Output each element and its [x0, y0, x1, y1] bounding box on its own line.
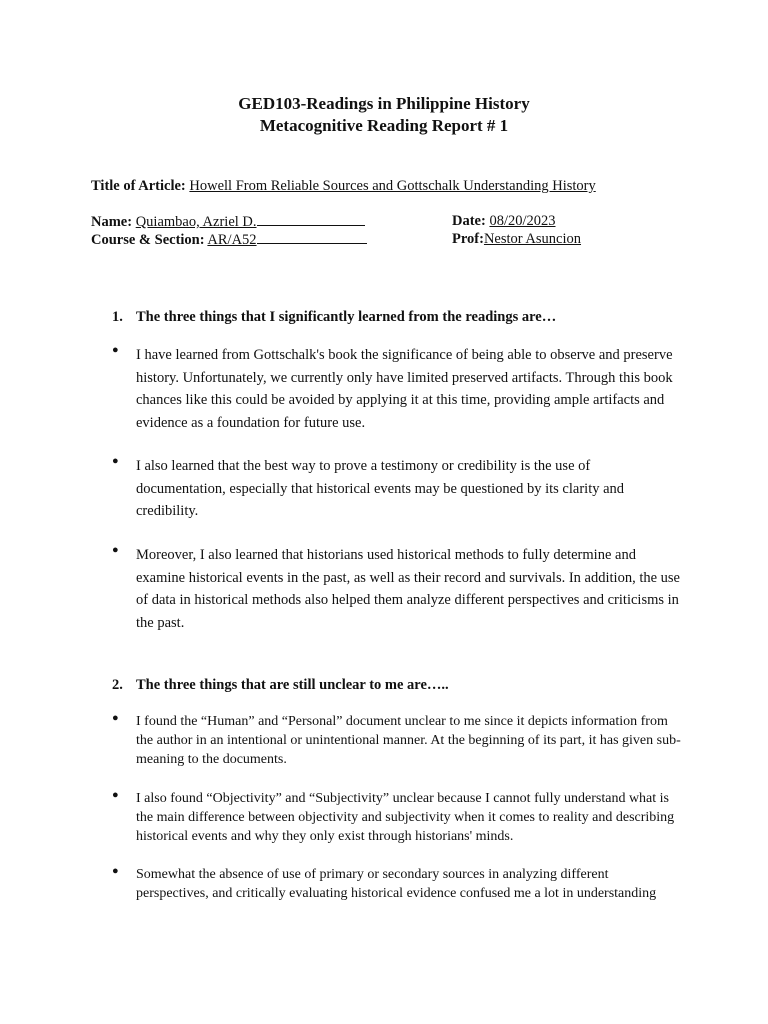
- article-row: [91, 177, 596, 195]
- section-2-number: 2.: [112, 677, 123, 693]
- bullet-text: I also found “Objectivity” and “Subjectivity” unclear because I cannot fully understand what is the main difference between objectivity and subjectivity when it comes to reality and describing historical events and why they only exist through historians' minds.: [136, 791, 675, 844]
- bullet-text: Moreover, I also learned that historians used historical methods to fully determine and examine historical events in the past, as well as their record and survivals. In addition, the use of data in historical methods also helped them analyze different perspectives and criticisms in the past.: [136, 547, 680, 631]
- name-row: [91, 212, 365, 231]
- section-1-heading: [112, 308, 556, 326]
- bullet-icon: ●: [112, 789, 119, 801]
- bullet-icon: ●: [112, 865, 119, 877]
- name-underline: [257, 212, 365, 226]
- bullet-icon: ●: [112, 344, 119, 356]
- bullet-icon: ●: [112, 712, 119, 724]
- section-1-number: 1.: [112, 309, 123, 325]
- section-2-title: The three things that are still unclear to me are…..: [136, 677, 449, 693]
- name-value: Quiambao, Azriel D.: [135, 214, 257, 230]
- prof-row: [452, 230, 581, 248]
- course-title: GED103-Readings in Philippine History: [238, 94, 530, 113]
- article-label: Title of Article:: [91, 178, 186, 194]
- section-1-title: The three things that I significantly learned from the readings are…: [136, 309, 557, 325]
- bullet-text: Somewhat the absence of use of primary or secondary sources in analyzing different perspectives, and critically evaluating historical evidence confused me a lot in understanding: [136, 867, 657, 901]
- prof-label: Prof:: [452, 231, 484, 247]
- prof-value: Nestor Asuncion: [483, 231, 582, 247]
- section-2-heading: [112, 676, 449, 694]
- course-value: AR/A52: [207, 232, 257, 248]
- bullet-text: I have learned from Gottschalk's book the significance of being able to observe and preserve history. Unfortunately, we currently only have limited preserved artifacts. Through this book chances like this could be avoided by applying it at this time, providing ample artifacts and evidence as a foundation for future use.: [136, 347, 673, 431]
- bullet-icon: ●: [112, 544, 119, 556]
- article-value: Howell From Reliable Sources and Gottschalk Understanding History: [189, 178, 596, 194]
- date-value: 08/20/2023: [489, 213, 556, 229]
- date-row: [452, 212, 556, 230]
- course-row: [91, 230, 367, 249]
- report-title: Metacognitive Reading Report # 1: [259, 116, 509, 135]
- name-label: Name:: [91, 214, 133, 230]
- bullet-icon: ●: [112, 455, 119, 467]
- bullet-text: I found the “Human” and “Personal” document unclear to me since it depicts information from the author in an intentional or unintentional manner. At the beginning of its part, it has given sub-meaning to the documents.: [136, 714, 681, 767]
- course-underline: [257, 230, 367, 244]
- bullet-text: I also learned that the best way to prove a testimony or credibility is the use of documentation, especially that historical events may be questioned by its clarity and credibility.: [136, 458, 625, 519]
- date-label: Date:: [452, 213, 486, 229]
- course-label: Course & Section:: [91, 232, 205, 248]
